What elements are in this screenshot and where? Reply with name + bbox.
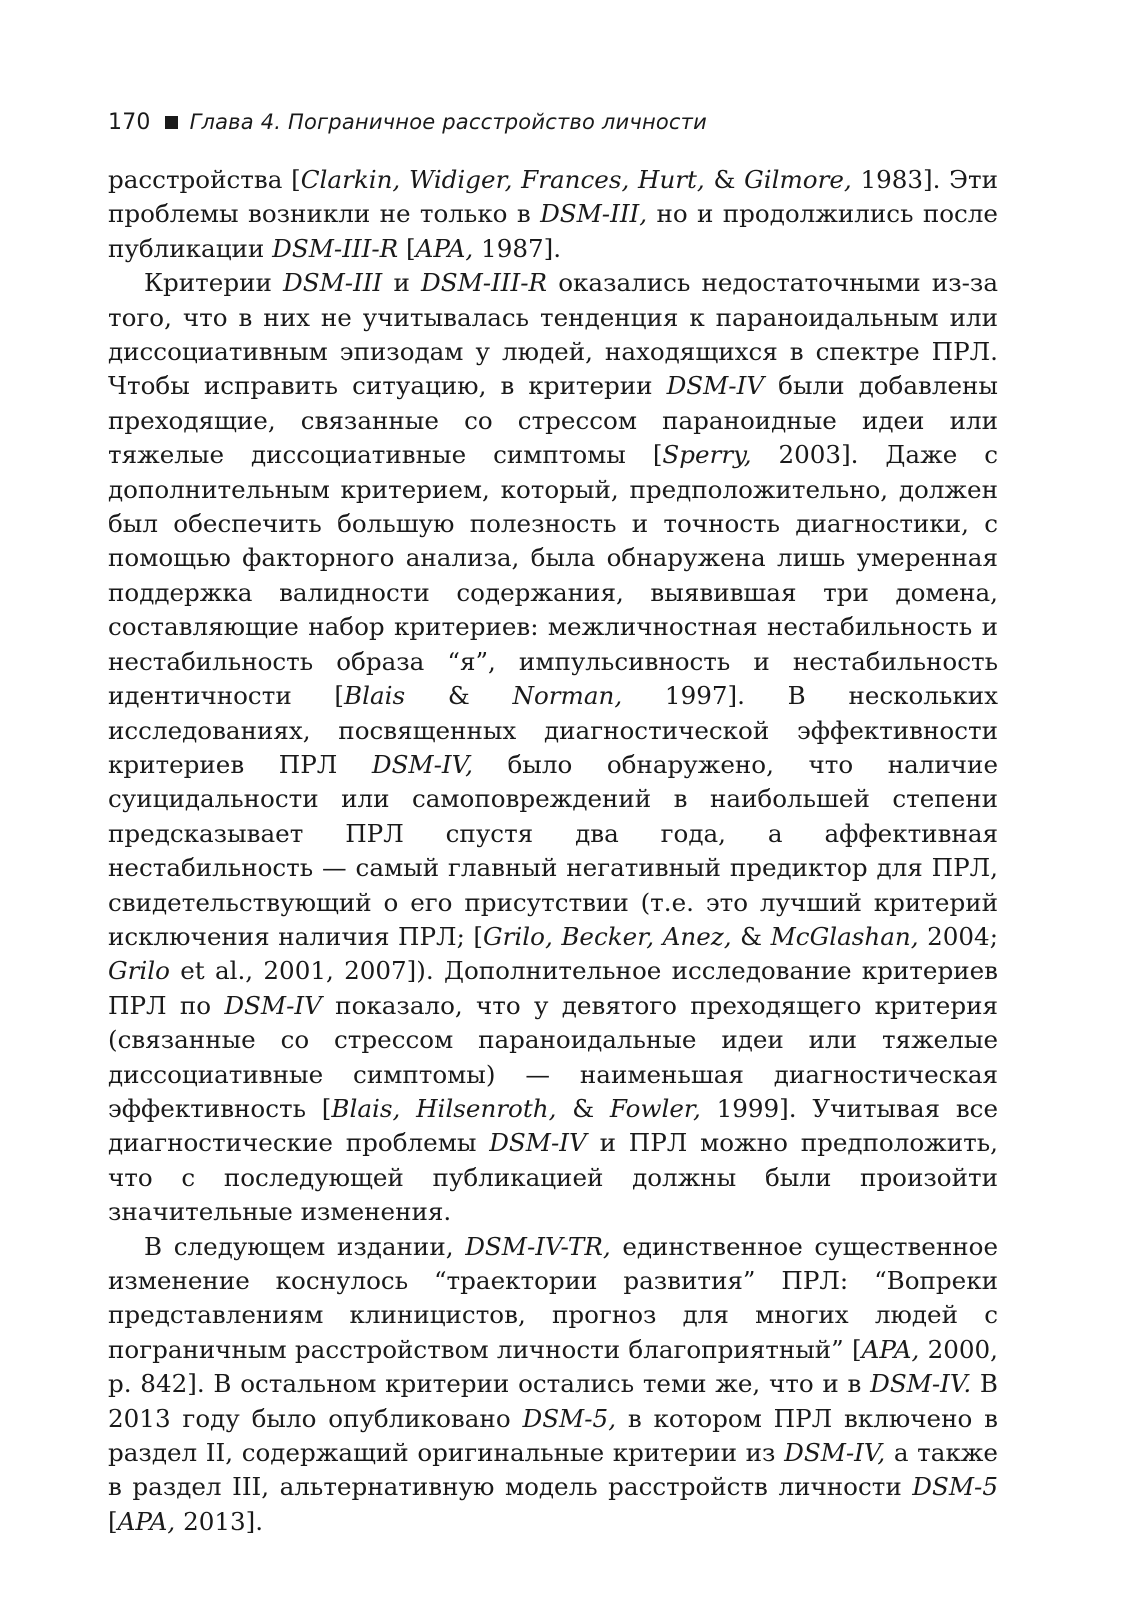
italic-citation: Grilo, Becker, Anez, xyxy=(483,921,732,951)
italic-citation: Norman, xyxy=(512,681,623,711)
body-text xyxy=(108,163,998,1539)
text-run: & xyxy=(731,921,771,951)
italic-citation: DSM-IV, xyxy=(784,1438,886,1468)
text-run: Критерии xyxy=(144,268,284,298)
text-run: 2000, p. 842]. В остальном критерии остались теми же, что и в xyxy=(108,1334,998,1399)
text-run: в котором ПРЛ включено в раздел II, содержащий оригинальные критерии из xyxy=(108,1403,998,1468)
text-run: 1999]. Учитывая все диагностические проблемы xyxy=(108,1093,998,1158)
text-run: 1987]. xyxy=(473,233,562,263)
italic-citation: APA, xyxy=(861,1334,920,1364)
text-run: показало, что у девятого преходящего критерия (связанные со стрессом параноидальные идеи или тяжелые диссоциативные симптомы) — наименьшая диагностическая эффективность [ xyxy=(108,990,998,1123)
text-run: а также в раздел III, альтернативную модель расстройств личности xyxy=(108,1438,998,1502)
text-run: & xyxy=(556,1093,610,1123)
paragraph xyxy=(108,1230,998,1540)
text-run: 2003]. Даже с дополнительным критерием, который, предположительно, должен был обеспечить большую полезность и точность диагностики, с помощью факторного анализа, была обнаружена лишь умеренная поддержка валидности содержания, выявившая три домена, составляющие набор критериев: межличностная нестабильность и нестабильность образа “я”, импульсивность и нестабильность идентичности [ xyxy=(108,440,998,711)
italic-citation: DSM-IV, xyxy=(371,749,473,779)
text-run: оказались недостаточными из-за того, что в них не учитывалась тенденция к параноидальным или диссоциативным эпизодам у людей, находящихся в спектре ПРЛ. Чтобы исправить ситуацию, в критерии xyxy=(108,268,998,401)
text-run: 1997]. В нескольких исследованиях, посвященных диагностической эффективности критериев ПРЛ xyxy=(108,681,998,779)
italic-citation: Clarkin, Widiger, Frances, Hurt, xyxy=(300,165,705,194)
paragraph xyxy=(108,163,998,266)
italic-citation: DSM-IV. xyxy=(870,1369,972,1399)
text-run: 2013]. xyxy=(175,1506,264,1536)
italic-citation: DSM-IV-TR, xyxy=(465,1231,611,1261)
page-header xyxy=(108,104,707,140)
text-run: расстройства [ xyxy=(108,165,301,194)
italic-citation: Blais xyxy=(344,681,406,711)
chapter-title: Глава 4. Пограничное расстройство личности xyxy=(189,110,707,134)
text-run: и xyxy=(382,268,422,298)
italic-citation: Grilo xyxy=(108,956,170,986)
italic-citation: DSM-IV xyxy=(489,1128,587,1158)
header-square-icon xyxy=(165,116,178,129)
paragraph xyxy=(108,266,998,1229)
text-run: В следующем издании, xyxy=(144,1231,466,1261)
italic-citation: APA, xyxy=(415,233,474,263)
italic-citation: DSM-5 xyxy=(912,1472,998,1502)
italic-citation: DSM-III-R xyxy=(272,233,399,263)
italic-citation: DSM-IV xyxy=(666,371,765,401)
italic-citation: Sperry, xyxy=(662,440,752,470)
text-run: В 2013 году было опубликовано xyxy=(108,1369,998,1433)
italic-citation: DSM-III xyxy=(283,268,383,298)
text-run: [ xyxy=(108,1506,118,1536)
text-run: 2004; xyxy=(918,921,998,951)
text-run: et al., 2001, 2007]). Дополнительное исследование критериев ПРЛ по xyxy=(108,956,998,1020)
text-run: но и продолжились после публикации xyxy=(108,199,998,263)
italic-citation: Gilmore, xyxy=(744,165,852,194)
text-run: и ПРЛ можно предположить, что с последующей публикацией должны были произойти значительные изменения. xyxy=(108,1128,998,1227)
text-run: было обнаружено, что наличие суицидальности или самоповреждений в наибольшей степени предсказывает ПРЛ спустя два года, а аффективная нестабильность — самый главный негативный предиктор для ПРЛ, свидетельствующий о его присутствии (т.е. это лучший критерий исключения наличия ПРЛ; [ xyxy=(108,749,999,951)
text-run: & xyxy=(405,681,513,711)
italic-citation: Blais, Hilsenroth, xyxy=(331,1093,557,1123)
italic-citation: DSM-IV xyxy=(224,990,322,1020)
italic-citation: DSM-5, xyxy=(522,1403,617,1433)
page-number: 170 xyxy=(108,109,151,135)
italic-citation: DSM-III, xyxy=(540,199,648,229)
italic-citation: Fowler, xyxy=(609,1093,701,1123)
text-run: единственное существенное изменение коснулось “траектории развития” ПРЛ: “Вопреки представлениям клиницистов, прогноз для многих людей с пограничным расстройством личности благоприятный” [ xyxy=(108,1231,999,1364)
text-run: были добавлены преходящие, связанные со стрессом параноидные идеи или тяжелые диссоциативные симптомы [ xyxy=(108,371,998,470)
text-run: 1983]. Эти проблемы возникли не только в xyxy=(108,165,998,229)
italic-citation: APA, xyxy=(117,1506,176,1536)
text-run: [ xyxy=(398,233,416,263)
text-run: & xyxy=(704,165,745,194)
italic-citation: McGlashan, xyxy=(770,921,919,951)
italic-citation: DSM-III-R xyxy=(421,268,548,298)
